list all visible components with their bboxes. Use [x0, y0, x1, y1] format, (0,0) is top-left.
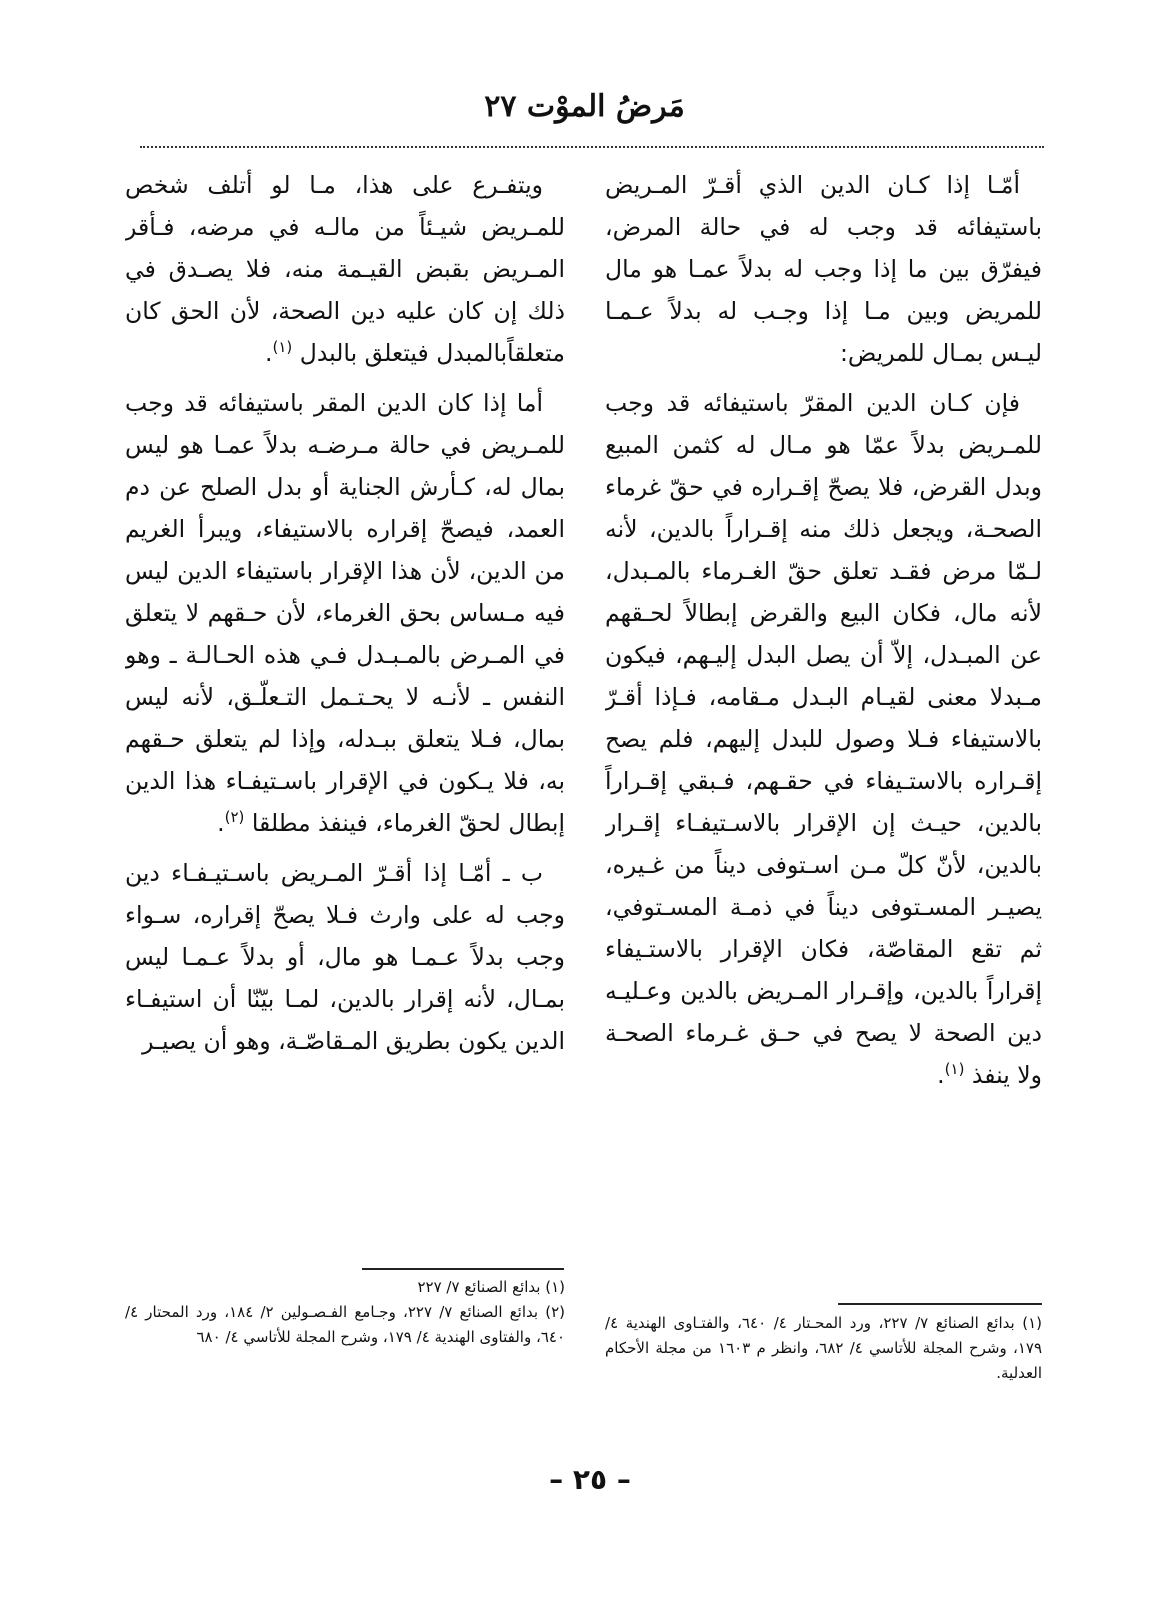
header-divider	[140, 146, 1044, 148]
right-column	[605, 164, 1042, 1224]
paragraph-text: أمّـا إذا كـان الدين الذي أقـرّ المـريض باستيفائه قد وجب له في حالة المرض، فيفرّق بين ما إذا وجب له بدلاً عمـا هو مال للمريض وبين مـا إذا وجـب له بدلاً عـمـا ليـس بمـال للمريض:	[605, 171, 1042, 367]
paragraph-text: ويتفـرع على هذا، مـا لو أتلف شخص للمـريض شيـئاً من مالـه في مرضه، فـأقر المـريض بقبض القيـمة منه، فلا يصـدق في ذلك إن كان عليه دين الصحة، لأن الحق كان متعلقاًبالمبدل فيتعلق بالبدل	[125, 171, 565, 367]
footnote-reference: (١)	[272, 338, 293, 357]
footnotes-left	[125, 1275, 565, 1350]
footnote-divider	[362, 1268, 564, 1270]
footnote: (٢) بدائع الصنائع ٧/ ٢٢٧، وجـامع الفـصـولين ٢/ ١٨٤، ورد المحتار ٤/ ٦٤٠، والفتاوى الهندية ٤/ ١٧٩، وشرح المجلة للأتاسي ٤/ ٦٨٠	[125, 1303, 565, 1346]
paragraph: أما إذا كان الدين المقر باستيفائه قد وجب للمـريض في حالة مـرضـه بدلاً عمـا هو ليس بمال له، كـأرش الجناية أو بدل الصلح عن دم العمد، فيصحّ إقراره بالاستيفاء، ويبرأ الغريم من الدين، لأن هذا الإقرار باستيفاء الدين ليس فيه مـساس بحق الغرماء، لأن حـقهم لا يتعلق في المـرض بالمـبـدل فـي هذه الحـالـة ـ وهو النفس ـ لأنـه لا يحـتـمل التـعلّـق، لأنه ليس بمال، فـلا يتعلق ببـدله، وإذا لم يتعلق حـقهم به، فلا يـكون في الإقرار باسـتيفـاء هذا الدين إبطال لحقّ الغرماء، فينفذ مطلقا $^{(٢)}$.	[125, 389, 565, 837]
paragraph-text: ب ـ أمّـا إذا أقـرّ المـريض باسـتيـفـاء دين وجب له على وارث فـلا يصحّ إقراره، سـواء وجب بدلاً عـمـا هو مال، أو بدلاً عـمـا ليس بمـال، لأنه إقرار بالدين، لمـا بيّنّا أن استيفـاء الدين يكون بطريق المـقاصّـة، وهو أن يصيـر	[125, 859, 565, 1055]
footnote-reference: (١)	[944, 1060, 965, 1079]
left-column	[125, 164, 565, 1224]
paragraph: فإن كـان الدين المقرّ باستيفائه قد وجب للمـريض بدلاً عمّا هو مـال له كثمن المبيع وبدل القرض، فلا يصحّ إقـراره في حقّ غرماء الصحـة، ويجعل ذلك منه إقـراراً بالدين، لأنه لـمّا مرض فقـد تعلق حقّ الغـرماء بالمـبدل، لأنه مال، فكان البيع والقرض إبطالاً لحـقهم عن المبـدل، إلاّ أن يصل البدل إليـهم، فيكون مـبدلا معنى لقيـام البـدل مـقامه، فـإذا أقـرّ بالاستيفاء فـلا وصول للبدل إليهم، فلم يصح إقـراره بالاستـيفاء في حقـهم، فـبقي إقـراراً بالدين، حيـث إن الإقرار بالاسـتيفـاء إقـرار بالدين، لأنّ كلّ مـن اسـتوفى ديناً من غـيره، يصيـر المسـتوفى ديناً في ذمـة المسـتوفي، ثم تقع المقاصّة، فكان الإقرار بالاستـيفاء إقراراً بالدين، وإقـرار المـريض بالدين وعـليـه دين الصحة لا يصح في حـق غـرماء الصحـة ولا ينفذ $^{(١)}$.	[605, 389, 1042, 1089]
page-title: مَرضُ الموْت ٢٧	[484, 89, 685, 124]
footnote: (١) بدائع الصنائع ٧/ ٢٢٧	[417, 1278, 565, 1296]
paragraph	[605, 164, 1042, 374]
paragraph-text: أما إذا كان الدين المقر باستيفائه قد وجب للمـريض في حالة مـرضـه بدلاً عمـا هو ليس بمال له، كـأرش الجناية أو بدل الصلح عن دم العمد، فيصحّ إقراره بالاستيفاء، ويبرأ الغريم من الدين، لأن هذا الإقرار باستيفاء الدين ليس فيه مـساس بحق الغرماء، لأن حـقهم لا يتعلق في المـرض بالمـبـدل فـي هذه الحـالـة ـ وهو النفس ـ لأنـه لا يحـتـمل التـعلّـق، لأنه ليس بمال، فـلا يتعلق ببـدله، وإذا لم يتعلق حـقهم به، فلا يـكون في الإقرار باسـتيفـاء هذا الدين إبطال لحقّ الغرماء، فينفذ مطلقا	[125, 389, 565, 837]
footnote-reference: (٢)	[224, 808, 245, 827]
page-number: – ٢٥ –	[549, 1463, 631, 1496]
footnote: (١) بدائع الصنائع ٧/ ٢٢٧، ورد المحـتار ٤/ ٦٤٠، والفتـاوى الهندية ٤/ ١٧٩، وشرح المجلة للأتاسي ٤/ ٦٨٢، وانظر م ١٦٠٣ من مجلة الأحكام العدلية.	[605, 1314, 1043, 1382]
footnotes-right	[605, 1311, 1042, 1386]
paragraph-text: فإن كـان الدين المقرّ باستيفائه قد وجب للمـريض بدلاً عمّا هو مـال له كثمن المبيع وبدل القرض، فلا يصحّ إقـراره في حقّ غرماء الصحـة، ويجعل ذلك منه إقـراراً بالدين، لأنه لـمّا مرض فقـد تعلق حقّ الغـرماء بالمـبدل، لأنه مال، فكان البيع والقرض إبطالاً لحـقهم عن المبـدل، إلاّ أن يصل البدل إليـهم، فيكون مـبدلا معنى لقيـام البـدل مـقامه، فـإذا أقـرّ بالاستيفاء فـلا وصول للبدل إليهم، فلم يصح إقـراره بالاستـيفاء في حقـهم، فـبقي إقـراراً بالدين، حيـث إن الإقرار بالاسـتيفـاء إقـرار بالدين، لأنّ كلّ مـن اسـتوفى ديناً من غـيره، يصيـر المسـتوفى ديناً في ذمـة المسـتوفي، ثم تقع المقاصّة، فكان الإقرار بالاستـيفاء إقراراً بالدين، وإقـرار المـريض بالدين وعـليـه دين الصحة لا يصح في حـق غـرماء الصحـة ولا ينفذ	[605, 389, 1042, 1089]
footnote-divider	[838, 1303, 1042, 1305]
paragraph: ويتفـرع على هذا، مـا لو أتلف شخص للمـريض شيـئاً من مالـه في مرضه، فـأقر المـريض بقبض القيـمة منه، فلا يصـدق في ذلك إن كان عليه دين الصحة، لأن الحق كان متعلقاًبالمبدل فيتعلق بالبدل $^{(١)}$.	[125, 171, 565, 367]
paragraph	[125, 852, 565, 1062]
